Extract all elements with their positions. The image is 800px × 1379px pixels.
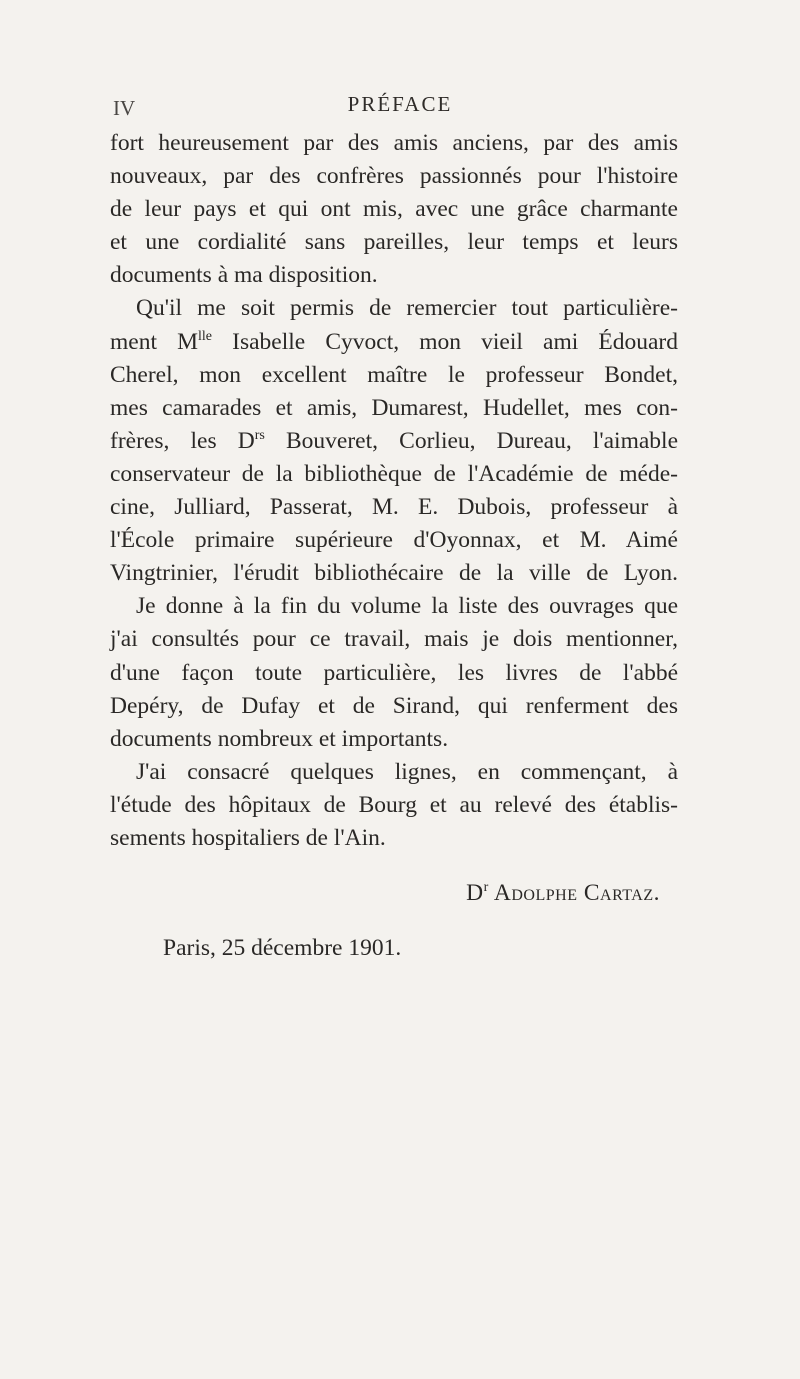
text-line: cine, Julliard, Passerat, M. E. Dubois, professeur à [110, 494, 678, 521]
text-line: l'École primaire supérieure d'Oyonnax, et M. Aimé [110, 527, 678, 554]
text-line: l'étude des hôpitaux de Bourg et au relevé des établis- [110, 791, 678, 818]
page-header [0, 92, 800, 122]
signature [110, 877, 678, 910]
superscript: r [483, 880, 489, 896]
text-line: mes camarades et amis, Dumarest, Hudellet, mes con- [110, 394, 678, 421]
signature-title: D [466, 880, 484, 907]
text-fragment: ment M [110, 328, 199, 355]
text-fragment: Bouveret, Corlieu, Dureau, l'aimable [264, 427, 678, 454]
text-line: d'une façon toute particulière, les livres de l'abbé [110, 659, 678, 686]
superscript: rs [254, 427, 265, 443]
text-line: j'ai consultés pour ce travail, mais je dois mentionner, [110, 626, 678, 653]
text-line: Qu'il me soit permis de remercier tout particulière- [136, 295, 678, 322]
text-line: sements hospitaliers de l'Ain. [110, 824, 386, 851]
text-line: documents nombreux et importants. [110, 725, 449, 752]
signature-name: Adolphe Cartaz. [488, 880, 660, 907]
text-line: Vingtrinier, l'érudit bibliothécaire de la ville de Lyon. [110, 560, 678, 587]
text-line [110, 326, 678, 359]
dateline: Paris, 25 décembre 1901. [163, 935, 402, 962]
text-line: Cherel, mon excellent maître le professeur Bondet, [110, 361, 678, 388]
text-line: et une cordialité sans pareilles, leur temps et leurs [110, 229, 678, 256]
spacer [110, 910, 678, 932]
text-line: Depéry, de Dufay et de Sirand, qui renferment des [110, 692, 678, 719]
page-number: IV [113, 96, 136, 120]
text-line: conservateur de la bibliothèque de l'Académie de méde- [110, 460, 678, 487]
text-line: nouveaux, par des confrères passionnés pour l'histoire [110, 163, 678, 190]
spacer [110, 855, 678, 877]
superscript: lle [198, 328, 213, 344]
text-line: de leur pays et qui ont mis, avec une grâce charmante [110, 196, 678, 223]
text-line: Je donne à la fin du volume la liste des ouvrages que [136, 593, 678, 620]
preface-text [110, 127, 678, 965]
text-line: documents à ma disposition. [110, 262, 378, 289]
text-line [110, 425, 678, 458]
text-fragment: Isabelle Cyvoct, mon vieil ami Édouard [212, 328, 678, 355]
text-line: J'ai consacré quelques lignes, en commençant, à [136, 758, 678, 785]
text-line: fort heureusement par des amis anciens, par des amis [110, 130, 678, 156]
text-fragment: frères, les D [110, 427, 255, 454]
running-title: PRÉFACE [347, 92, 453, 116]
